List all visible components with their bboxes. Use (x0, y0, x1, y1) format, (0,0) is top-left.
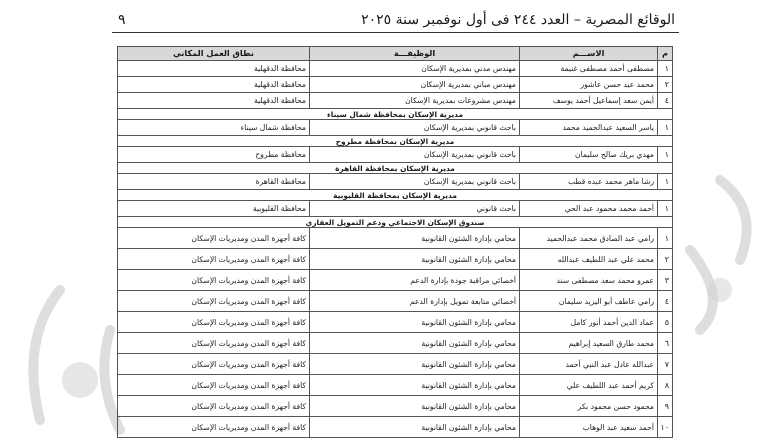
table-header-row (118, 47, 673, 61)
page-header (112, 10, 679, 33)
header-name: الاســـم (520, 47, 658, 61)
row-number: ١ (658, 120, 673, 136)
table-row (118, 147, 673, 163)
row-job: محامي بإدارة الشئون القانونية (310, 333, 520, 354)
row-job: باحث قانوني بمديرية الإسكان (310, 174, 520, 190)
row-name: محمد علي عبد اللطيف عبدالله (520, 249, 658, 270)
row-area: محافظة الدقهلية (118, 93, 310, 109)
row-area: كافة أجهزة المدن ومديريات الإسكان (118, 396, 310, 417)
row-job: مهندس مدني بمديرية الإسكان (310, 61, 520, 77)
section-row (118, 217, 673, 228)
section-row (118, 109, 673, 120)
row-name: أحمد محمد محمود عبد الحي (520, 201, 658, 217)
row-number: ٤ (658, 93, 673, 109)
section-title: مديرية الإسكان بمحافظة مطروح (118, 136, 673, 147)
table-row (118, 61, 673, 77)
table-row (118, 417, 673, 438)
row-name: ياسر السعيد عبدالحميد محمد (520, 120, 658, 136)
row-job: محامي بإدارة الشئون القانونية (310, 396, 520, 417)
row-number: ١٠ (658, 417, 673, 438)
row-name: مهدي بريك صالح سليمان (520, 147, 658, 163)
header-area: نطاق العمل المكاني (118, 47, 310, 61)
row-number: ٣ (658, 270, 673, 291)
row-name: محمد طارق السعيد إبراهيم (520, 333, 658, 354)
row-area: كافة أجهزة المدن ومديريات الإسكان (118, 354, 310, 375)
row-job: محامي بإدارة الشئون القانونية (310, 417, 520, 438)
row-name: أحمد سعيد عبد الوهاب (520, 417, 658, 438)
row-area: محافظة الدقهلية (118, 77, 310, 93)
table-row (118, 270, 673, 291)
row-area: كافة أجهزة المدن ومديريات الإسكان (118, 270, 310, 291)
row-number: ١ (658, 201, 673, 217)
row-number: ٧ (658, 354, 673, 375)
header-job: الوظيفـــة (310, 47, 520, 61)
row-name: مصطفى أحمد مصطفى غنيمة (520, 61, 658, 77)
row-job: باحث قانوني (310, 201, 520, 217)
row-name: محمود حسن محمود بكر (520, 396, 658, 417)
staff-table (117, 46, 673, 438)
row-area: كافة أجهزة المدن ومديريات الإسكان (118, 333, 310, 354)
row-job: محامي بإدارة الشئون القانونية (310, 249, 520, 270)
row-area: كافة أجهزة المدن ومديريات الإسكان (118, 228, 310, 249)
row-job: باحث قانوني بمديرية الإسكان (310, 147, 520, 163)
section-row (118, 136, 673, 147)
section-title: مديرية الإسكان بمحافظة القليوبية (118, 190, 673, 201)
header-number: م (658, 47, 673, 61)
row-area: محافظة القاهرة (118, 174, 310, 190)
row-area: كافة أجهزة المدن ومديريات الإسكان (118, 375, 310, 396)
row-name: رامي عبد الصادق محمد عبدالحميد (520, 228, 658, 249)
table-body (118, 61, 673, 438)
row-name: عماد الدين أحمد أنور كامل (520, 312, 658, 333)
section-title: صندوق الإسكان الاجتماعي ودعم التمويل العقاري (118, 217, 673, 228)
row-area: محافظة مطروح (118, 147, 310, 163)
table-row (118, 333, 673, 354)
section-row (118, 190, 673, 201)
row-job: محامي بإدارة الشئون القانونية (310, 354, 520, 375)
row-name: أيمن سعد إسماعيل أحمد يوسف (520, 93, 658, 109)
row-job: محامي بإدارة الشئون القانونية (310, 228, 520, 249)
table-row (118, 375, 673, 396)
row-name: رامي عاطف أبو اليزيد سليمان (520, 291, 658, 312)
row-number: ١ (658, 228, 673, 249)
row-name: عبدالله عادل عبد النبي أحمد (520, 354, 658, 375)
row-job: أخصائي متابعة تمويل بإدارة الدعم (310, 291, 520, 312)
row-area: كافة أجهزة المدن ومديريات الإسكان (118, 291, 310, 312)
table-row (118, 312, 673, 333)
row-number: ٢ (658, 249, 673, 270)
row-number: ١ (658, 174, 673, 190)
row-job: محامي بإدارة الشئون القانونية (310, 312, 520, 333)
row-number: ٢ (658, 77, 673, 93)
row-job: مهندس مباني بمديرية الإسكان (310, 77, 520, 93)
row-area: محافظة شمال سيناء (118, 120, 310, 136)
table-row (118, 354, 673, 375)
table-row (118, 174, 673, 190)
table-row (118, 396, 673, 417)
table-row (118, 228, 673, 249)
gazette-title: الوقائع المصرية – العدد ٢٤٤ فى أول نوفمبر سنة ٢٠٢٥ (361, 12, 675, 28)
row-area: كافة أجهزة المدن ومديريات الإسكان (118, 312, 310, 333)
table-row (118, 93, 673, 109)
row-number: ٤ (658, 291, 673, 312)
table-row (118, 77, 673, 93)
section-title: مديرية الإسكان بمحافظة شمال سيناء (118, 109, 673, 120)
row-job: أخصائي مراقبة جودة بإدارة الدعم (310, 270, 520, 291)
row-name: رشا ماهر محمد عبده قطب (520, 174, 658, 190)
row-area: كافة أجهزة المدن ومديريات الإسكان (118, 249, 310, 270)
row-job: باحث قانوني بمديرية الإسكان (310, 120, 520, 136)
row-name: محمد عيد حسن عاشور (520, 77, 658, 93)
row-job: محامي بإدارة الشئون القانونية (310, 375, 520, 396)
row-number: ١ (658, 147, 673, 163)
row-name: كريم أحمد عبد اللطيف علي (520, 375, 658, 396)
row-job: مهندس مشروعات بمديرية الإسكان (310, 93, 520, 109)
section-title: مديرية الإسكان بمحافظة القاهرة (118, 163, 673, 174)
table-row (118, 249, 673, 270)
row-number: ٥ (658, 312, 673, 333)
row-name: عمرو محمد سعد مصطفى سند (520, 270, 658, 291)
table-row (118, 291, 673, 312)
row-number: ٦ (658, 333, 673, 354)
row-number: ١ (658, 61, 673, 77)
page-number: ٩ (118, 12, 126, 28)
row-number: ٨ (658, 375, 673, 396)
document-sheet (112, 46, 679, 439)
row-number: ٩ (658, 396, 673, 417)
row-area: كافة أجهزة المدن ومديريات الإسكان (118, 417, 310, 438)
section-row (118, 163, 673, 174)
row-area: محافظة الدقهلية (118, 61, 310, 77)
row-area: محافظة القليوبية (118, 201, 310, 217)
table-row (118, 120, 673, 136)
table-row (118, 201, 673, 217)
